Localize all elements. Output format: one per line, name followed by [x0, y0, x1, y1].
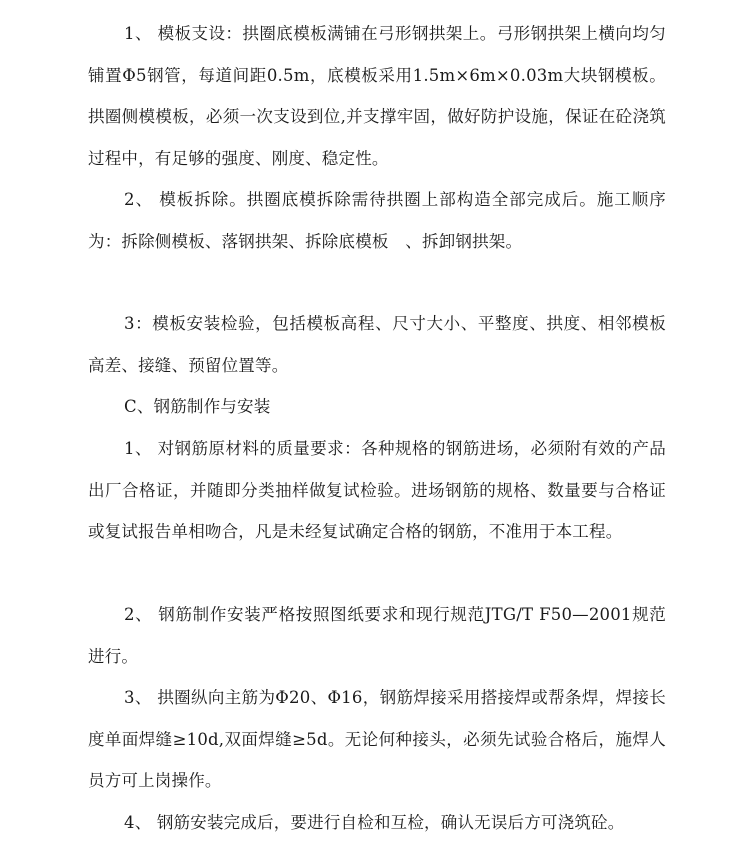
- paragraph-rebar-welding: 3、 拱圈纵向主筋为Φ20、Φ16，钢筋焊接采用搭接焊或帮条焊，焊接长度单面焊缝≥10d,双面焊缝≥5d。无论何种接头，必须先试验合格后，施焊人员方可上岗操作。: [88, 688, 666, 790]
- paragraph-rebar-material: 1、 对钢筋原材料的质量要求：各种规格的钢筋进场，必须附有效的产品出厂合格证，并随即分类抽样做复试检验。进场钢筋的规格、数量要与合格证或复试报告单相吻合，凡是未经复试确定合格的钢筋，不准用于本工程。: [88, 439, 666, 541]
- paragraph-formwork-removal: 2、 模板拆除。拱圈底模拆除需待拱圈上部构造全部完成后。施工顺序为：拆除侧模板、落钢拱架、拆除底模板 、拆卸钢拱架。: [88, 190, 666, 251]
- paragraph-formwork-setup: 1、 模板支设：拱圈底模板满铺在弓形钢拱架上。弓形钢拱架上横向均匀铺置Φ5钢管，每道间距0.5m，底模板采用1.5m×6m×0.03m大块钢模板。拱圈侧模模板，必须一次支设到位,并支撑牢固，做好防护设施，保证在砼浇筑过程中，有足够的强度、刚度、稳定性。: [88, 24, 666, 168]
- paragraph-rebar-fabrication: 2、 钢筋制作安装严格按照图纸要求和现行规范JTG/T F50—2001规范进行。: [88, 605, 666, 666]
- section-heading-rebar: C、钢筋制作与安装: [124, 397, 271, 416]
- paragraph-rebar-check: 4、 钢筋安装完成后，要进行自检和互检，确认无误后方可浇筑砼。: [124, 813, 625, 832]
- paragraph-formwork-inspection: 3：模板安装检验，包括模板高程、尺寸大小、平整度、拱度、相邻模板高差、接缝、预留位置等。: [88, 314, 666, 375]
